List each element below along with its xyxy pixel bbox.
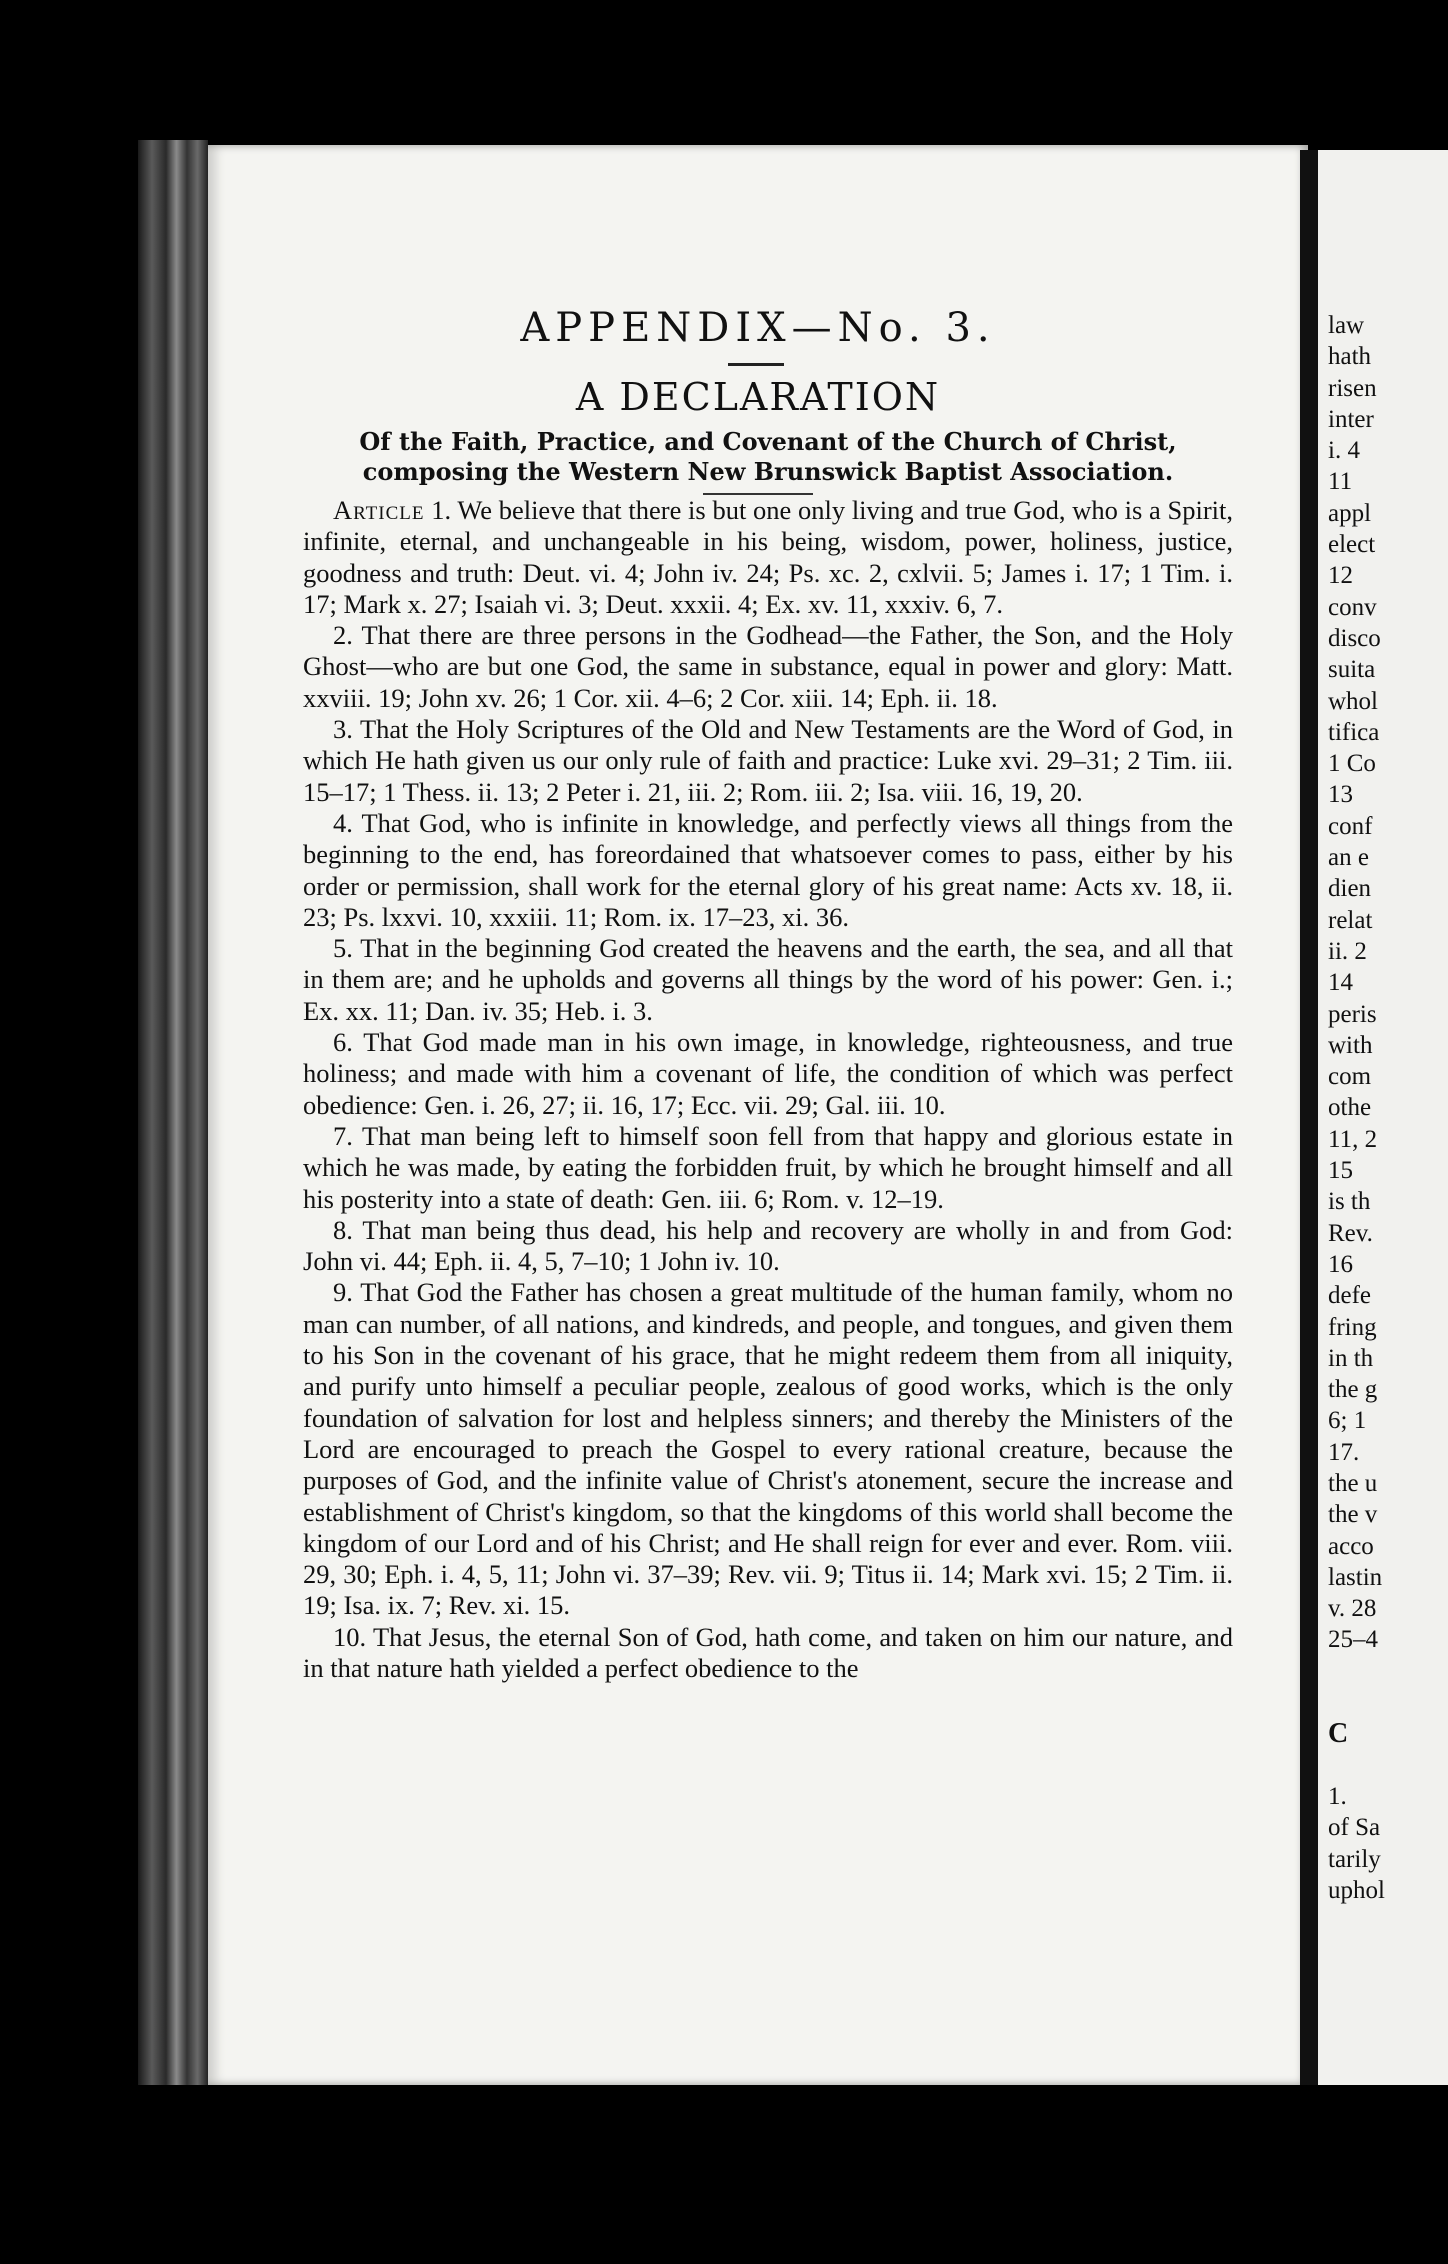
article-2: 2. That there are three persons in the Godhead—the Father, the Son, and the Holy Ghost—who are but one God, the same in substance, equal in power and glory: Matt. xxviii. 19; John xv. 26; 1 Cor. xii. 4–6; 2 Cor. xiii. 14; Eph. ii. 18. [303, 620, 1233, 713]
right-page-line: dien [1328, 875, 1372, 903]
right-page-line: the u [1328, 1469, 1378, 1497]
book-binding [138, 140, 208, 2085]
right-page-line: risen [1328, 374, 1377, 402]
article-3: 3. That the Holy Scriptures of the Old and New Testaments are the Word of God, in which He hath given us our only rule of faith and practice: Luke xvi. 29–31; 2 Tim. iii. 15–17; 1 Thess. ii. 13; 2 Peter i. 21, iii. 2; Rom. iii. 2; Isa. viii. 16, 19, 20. [303, 714, 1233, 807]
right-page-line: with [1328, 1031, 1373, 1059]
section-heading [288, 427, 1248, 487]
article-10: 10. That Jesus, the eternal Son of God, hath come, and taken on him our nature, and in that nature hath yielded a perfect obedience to the [303, 1621, 1233, 1683]
heading-line-1: Of the Faith, Practice, and Covenant of the Church of Christ, [359, 427, 1177, 456]
page-gutter [1300, 150, 1318, 2085]
right-page-line: the g [1328, 1376, 1378, 1404]
right-page-line: tifica [1328, 718, 1380, 746]
right-page-line: an e [1328, 844, 1369, 872]
right-page-line: elect [1328, 531, 1376, 559]
title-rule [728, 363, 784, 366]
right-page [1318, 150, 1448, 2085]
right-page-line: com [1328, 1063, 1372, 1091]
right-page-line: defe [1328, 1282, 1372, 1310]
right-page-line: 15 [1328, 1157, 1353, 1185]
article-4: 4. That God, who is infinite in knowledge, and perfectly views all things from the beginning to the end, has foreordained that whatsoever comes to pass, either by his order or permission, shall work for the eternal glory of his great name: Acts xv. 18, ii. 23; Ps. lxxvi. 10, xxxiii. 11; Rom. ix. 17–23, xi. 36. [303, 807, 1233, 932]
right-page-line: 11, 2 [1328, 1125, 1378, 1153]
right-page-line: disco [1328, 624, 1381, 652]
declaration-title: A DECLARATION [575, 375, 941, 419]
right-page-line: conv [1328, 593, 1377, 621]
right-page-line: Rev. [1328, 1219, 1373, 1247]
right-page-line: fring [1328, 1313, 1377, 1341]
right-page-line: 1 Co [1328, 750, 1376, 778]
article-label: Article [333, 495, 425, 525]
article-7: 7. That man being left to himself soon fell from that happy and glorious estate in which he was made, by eating the forbidden fruit, by which he brought himself and all his posterity into a state of death: Gen. iii. 6; Rom. v. 12–19. [303, 1120, 1233, 1214]
right-page-line: 12 [1328, 562, 1353, 590]
right-page-line [1328, 1750, 1448, 1781]
page-title: APPENDIX—No. 3. [520, 305, 996, 351]
right-page-line: tarily [1328, 1845, 1381, 1873]
right-page-line: 6; 1 [1328, 1407, 1367, 1435]
article-6: 6. That God made man in his own image, in knowledge, righteousness, and true holiness; and made with him a covenant of life, the condition of which was perfect obedience: Gen. i. 26, 27; ii. 16, 17; Ecc. vii. 29; Gal. iii. 10. [303, 1027, 1233, 1120]
right-page-line [1328, 1656, 1448, 1687]
right-page-line: is th [1328, 1188, 1371, 1216]
right-page-line: 14 [1328, 969, 1353, 997]
right-page-line [1328, 1687, 1448, 1718]
article-9: 9. That God the Father has chosen a great multitude of the human family, whom no man can number, of all nations, and kindreds, and people, and tongues, and given them to his Son in the covenant of his grace, that he might redeem them from all iniquity, and purify unto himself a peculiar people, zealous of good works, which is the only foundation of salvation for lost and helpless sinners; and thereby the Ministers of the Lord are encouraged to preach the Gospel to every rational creature, because the purposes of God, and the infinite value of Christ's atonement, secure the increase and establishment of Christ's kingdom, so that the kingdoms of this world shall become the kingdom of our Lord and of his Christ; and He shall reign for ever and ever. Rom. viii. 29, 30; Eph. i. 4, 5, 11; John vi. 37–39; Rev. vii. 9; Titus ii. 14; Mark xvi. 15; 2 Tim. ii. 19; Isa. ix. 7; Rev. xi. 15. [303, 1277, 1233, 1621]
left-page [208, 145, 1308, 2085]
right-page-line: in th [1328, 1344, 1374, 1372]
right-page-line: law [1328, 312, 1365, 339]
right-page-line: hath [1328, 343, 1372, 371]
right-page-text [1328, 310, 1448, 1906]
right-page-line: conf [1328, 812, 1373, 840]
right-page-line: 13 [1328, 781, 1353, 809]
right-page-line: relat [1328, 906, 1373, 934]
right-page-line: uphol [1328, 1876, 1385, 1904]
right-page-line: 11 [1328, 468, 1353, 496]
right-page-line: 16 [1328, 1250, 1353, 1278]
right-page-line: inter [1328, 405, 1374, 433]
right-page-line: appl [1328, 499, 1372, 527]
right-page-line: 17. [1328, 1438, 1360, 1466]
right-page-line: othe [1328, 1094, 1372, 1122]
article-1: Article 1. We believe that there is but one only living and true God, who is a Spirit, infinite, eternal, and unchangeable in his being, wisdom, power, holiness, justice, goodness and truth: Deut. vi. 4; John iv. 24; Ps. xc. 2, cxlvii. 5; James i. 17; 1 Tim. i. 17; Mark x. 27; Isaiah vi. 3; Deut. xxxii. 4; Ex. xv. 11, xxxiv. 6, 7. [303, 495, 1233, 619]
right-page-line: i. 4 [1328, 437, 1360, 465]
heading-line-2: composing the Western New Brunswick Baptist Association. [362, 457, 1174, 486]
right-page-line: lastin [1328, 1563, 1383, 1591]
right-page-line: 1. [1328, 1782, 1347, 1810]
right-page-line: the v [1328, 1501, 1378, 1529]
right-page-line: v. 28 [1328, 1595, 1377, 1623]
article-list [303, 495, 1233, 1684]
right-page-line: ii. 2 [1328, 937, 1367, 965]
article-5: 5. That in the beginning God created the heavens and the earth, the sea, and all that in them are; and he upholds and governs all things by the word of his power: Gen. i.; Ex. xx. 11; Dan. iv. 35; Heb. i. 3. [303, 933, 1233, 1026]
article-8: 8. That man being thus dead, his help and recovery are wholly in and from God: John vi. 44; Eph. ii. 4, 5, 7–10; 1 John iv. 10. [303, 1214, 1233, 1277]
right-page-line: 25–4 [1328, 1626, 1378, 1654]
right-page-line: suita [1328, 656, 1376, 684]
right-page-line: whol [1328, 687, 1378, 715]
right-page-line: C [1328, 1718, 1349, 1750]
right-page-line: acco [1328, 1532, 1374, 1560]
right-page-line: peris [1328, 1000, 1377, 1028]
right-page-line: of Sa [1328, 1814, 1381, 1842]
